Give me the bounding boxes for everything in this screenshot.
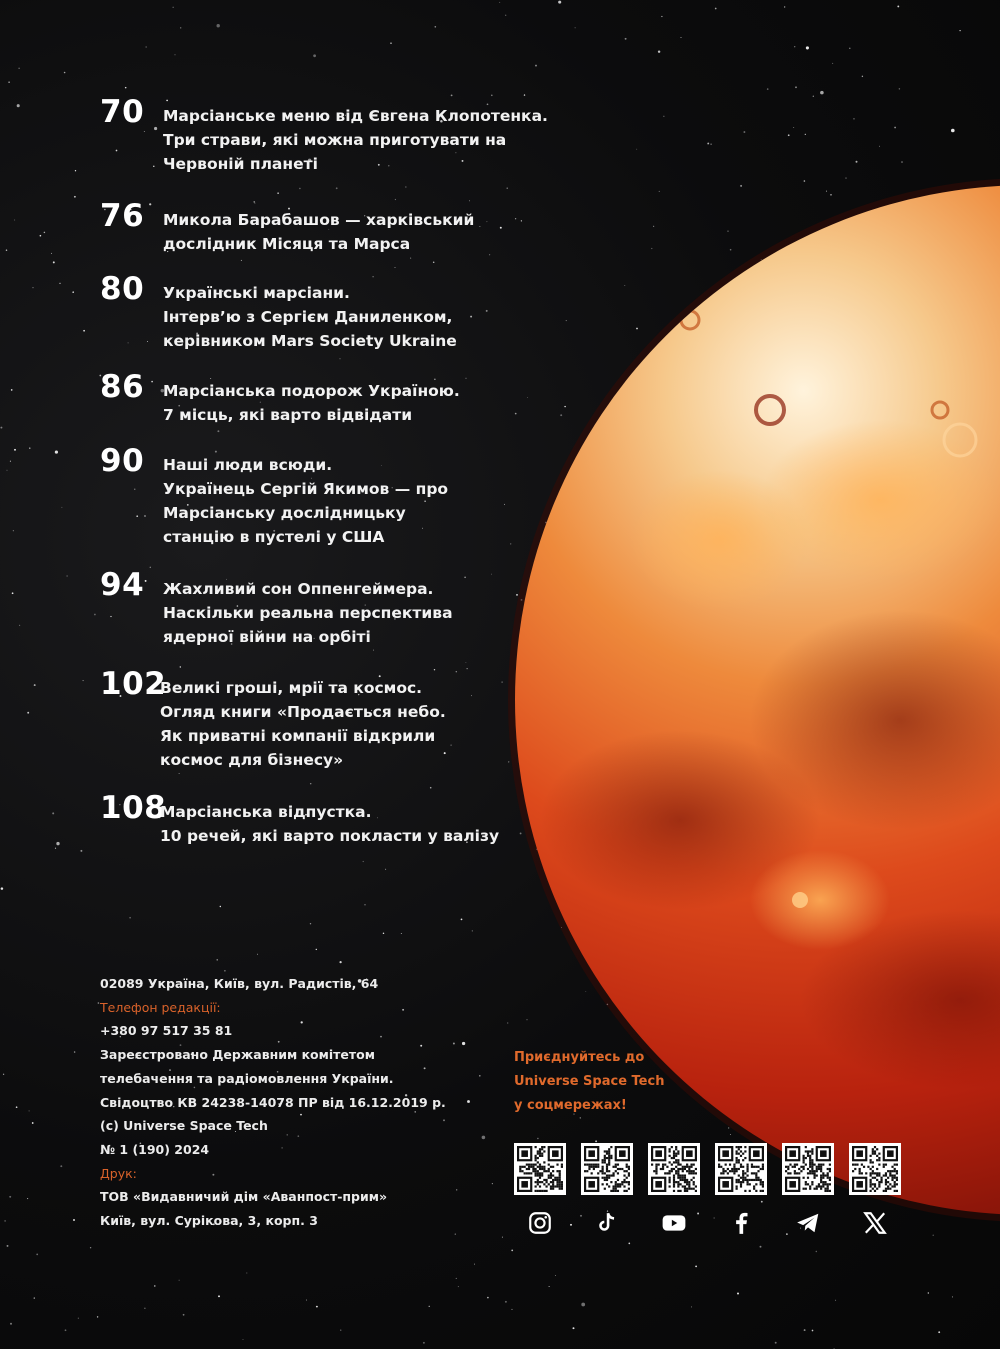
- toc-title-line: Наскільки реальна перспектива: [163, 604, 453, 622]
- tiktok-icon[interactable]: [581, 1207, 633, 1239]
- imprint-phone: +380 97 517 35 81: [100, 1023, 233, 1039]
- toc-title: [163, 104, 563, 176]
- imprint-certificate: Свідоцтво КВ 24238-14078 ПР від 16.12.2019 р.: [100, 1094, 446, 1110]
- imprint-print-label: Друк:: [100, 1165, 137, 1181]
- toc-title-line: Великі гроші, мрії та космос.: [160, 679, 423, 697]
- imprint-registration-line-1: Зареєстровано Державним комітетом: [100, 1047, 375, 1063]
- toc-title: [163, 281, 563, 353]
- toc-page-number: 70: [100, 94, 145, 130]
- youtube-icon[interactable]: [648, 1207, 700, 1239]
- social-cta-line: у соцмережах!: [514, 1098, 627, 1113]
- imprint: [100, 972, 500, 1233]
- imprint-registration-line-2: телебачення та радіомовлення України.: [100, 1070, 394, 1086]
- toc-title-line: Марсіанське меню від Євгена Клопотенка.: [163, 107, 548, 125]
- toc-title: [160, 800, 560, 848]
- toc-title-line: керівником Mars Society Ukraine: [163, 332, 457, 350]
- imprint-address: 02089 Україна, Київ, вул. Радистів, 64: [100, 976, 379, 991]
- toc-title: [160, 676, 560, 772]
- toc-title-line: Червоній планеті: [163, 155, 318, 173]
- toc-title-line: дослідник Місяця та Марса: [163, 235, 411, 253]
- instagram-icon[interactable]: [514, 1207, 566, 1239]
- toc-page-number: 86: [100, 369, 145, 405]
- toc-title-line: Микола Барабашов — харківський: [163, 211, 475, 229]
- toc-title-line: Українець Сергій Якимов — про: [163, 480, 449, 498]
- toc-title-line: Марсіанська подорож Україною.: [163, 382, 460, 400]
- qr-code-youtube[interactable]: [648, 1143, 700, 1195]
- imprint-copyright: (c) Universe Space Tech: [100, 1118, 268, 1134]
- toc-title-line: Жахливий сон Оппенгеймера.: [163, 580, 434, 598]
- toc-page-number: 90: [100, 443, 145, 479]
- toc-title-line: ядерної війни на орбіті: [163, 628, 371, 646]
- qr-code-row: [514, 1143, 904, 1195]
- toc-title: [163, 379, 563, 427]
- social-cta-line: Приєднуйтесь до: [514, 1050, 645, 1065]
- social-cta-line: Universe Space Tech: [514, 1074, 665, 1089]
- toc-page-number: 108: [100, 790, 167, 826]
- qr-code-facebook[interactable]: [715, 1143, 767, 1195]
- toc-title: [163, 208, 563, 256]
- imprint-phone-label: Телефон редакції:: [100, 999, 221, 1015]
- imprint-printer-address: Київ, вул. Сурікова, 3, корп. 3: [100, 1213, 318, 1229]
- qr-code-telegram[interactable]: [782, 1143, 834, 1195]
- x-icon[interactable]: [849, 1207, 901, 1239]
- toc-title-line: Як приватні компанії відкрили: [160, 727, 436, 745]
- telegram-icon[interactable]: [782, 1207, 834, 1239]
- toc-title-line: Три страви, які можна приготувати на: [163, 131, 507, 149]
- qr-code-instagram[interactable]: [514, 1143, 566, 1195]
- toc-title-line: станцію в пустелі у США: [163, 528, 385, 546]
- imprint-issue: № 1 (190) 2024: [100, 1141, 210, 1157]
- toc-page-number: 80: [100, 271, 145, 307]
- toc-title-line: Наші люди всюди.: [163, 456, 333, 474]
- toc-title-line: Марсіанську дослідницьку: [163, 504, 406, 522]
- social-call-to-action: [514, 1046, 664, 1118]
- toc-title-line: 7 місць, які варто відвідати: [163, 406, 413, 424]
- toc-title-line: Огляд книги «Продається небо.: [160, 703, 446, 721]
- toc-page-number: 76: [100, 198, 145, 234]
- toc-title-line: космос для бізнесу»: [160, 751, 344, 769]
- toc-title: [163, 453, 563, 549]
- toc-title-line: Інтерв’ю з Сергієм Даниленком,: [163, 308, 453, 326]
- qr-code-x[interactable]: [849, 1143, 901, 1195]
- toc-title-line: Марсіанська відпустка.: [160, 803, 372, 821]
- social-icon-row: [514, 1203, 904, 1243]
- toc-title: [163, 577, 563, 649]
- qr-code-tiktok[interactable]: [581, 1143, 633, 1195]
- imprint-printer: ТОВ «Видавничий дім «Аванпост-прим»: [100, 1189, 388, 1205]
- toc-title-line: 10 речей, які варто покласти у валізу: [160, 827, 500, 845]
- toc-title-line: Українські марсіани.: [163, 284, 350, 302]
- toc-page-number: 102: [100, 666, 167, 702]
- toc-page-number: 94: [100, 567, 145, 603]
- facebook-icon[interactable]: [715, 1207, 767, 1239]
